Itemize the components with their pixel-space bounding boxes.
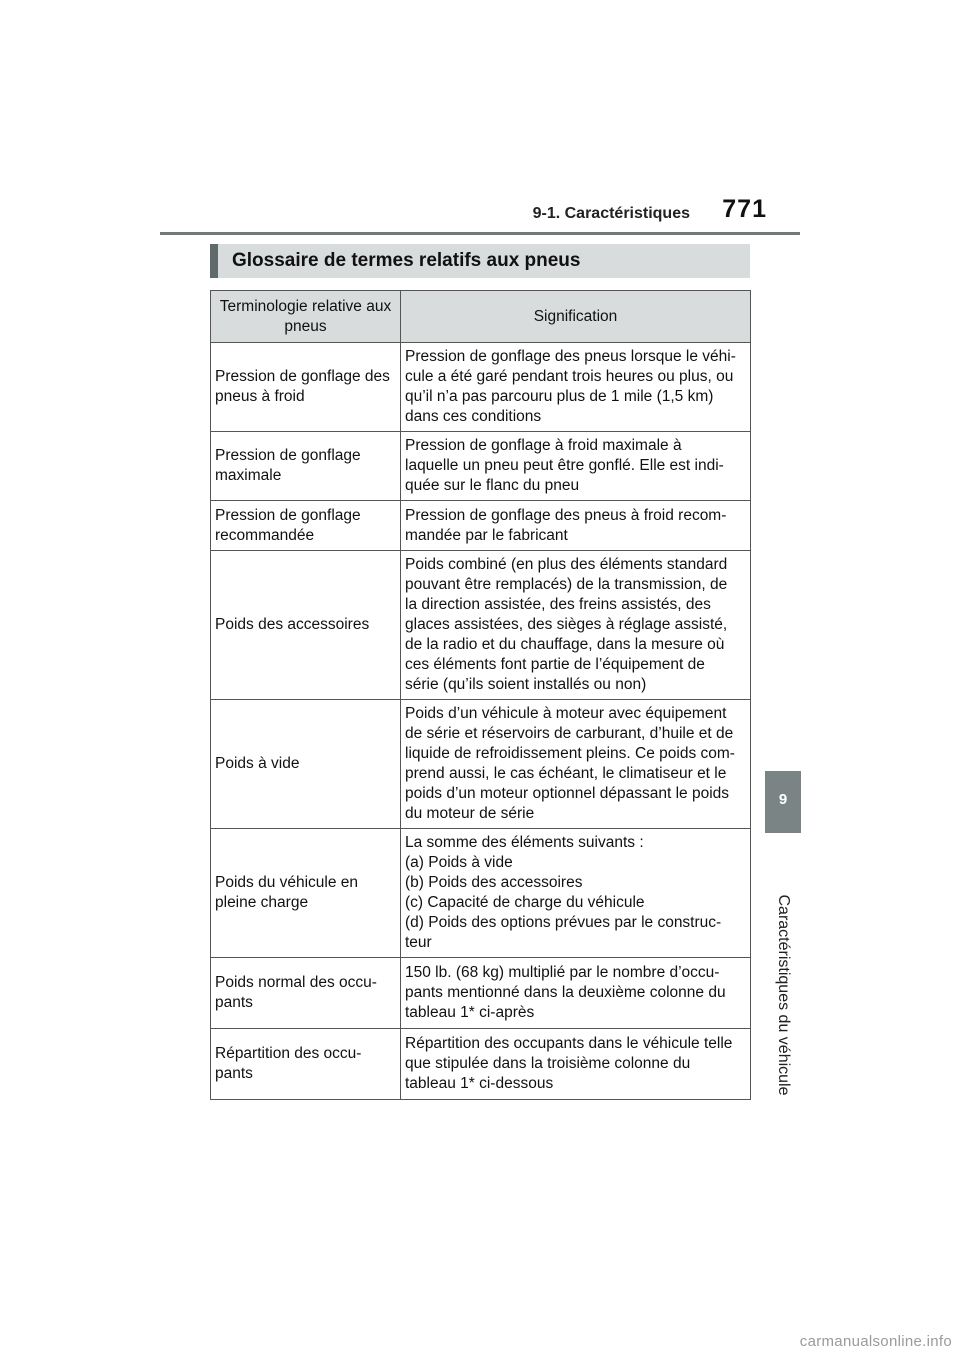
chapter-tab-number: 9 [778, 791, 788, 808]
term-cell: Poids des accessoires [211, 551, 401, 700]
glossary-table [210, 290, 751, 1100]
definition-cell: La somme des éléments suivants : (a) Poids à vide (b) Poids des accessoires (c) Capacité de charge du véhicule (d) Poids des options prévues par le construc- teur [401, 829, 751, 958]
section-title-bar [210, 244, 750, 278]
term-cell: Pression de gonflage des pneus à froid [211, 343, 401, 432]
term-cell: Répartition des occu- pants [211, 1029, 401, 1100]
table-row [211, 432, 751, 501]
chapter-side-label: Caractéristiques du véhicule [775, 894, 792, 1096]
section-header: 9-1. Caractéristiques [532, 205, 690, 222]
term-cell: Pression de gonflage recommandée [211, 501, 401, 551]
column-header-meaning: Signification [401, 291, 751, 343]
term-cell: Poids du véhicule en pleine charge [211, 829, 401, 958]
table-row [211, 343, 751, 432]
page-number: 771 [722, 195, 767, 223]
definition-cell: Pression de gonflage des pneus lorsque le véhi- cule a été garé pendant trois heures ou plus, ou qu’il n’a pas parcouru plus de 1 mile (1,5 km) dans ces conditions [401, 343, 751, 432]
term-cell: Poids à vide [211, 700, 401, 829]
table-row [211, 1029, 751, 1100]
definition-cell: Répartition des occupants dans le véhicule telle que stipulée dans la troisième colonne du tableau 1* ci-dessous [401, 1029, 751, 1100]
watermark: carmanualsonline.info [799, 1333, 952, 1350]
term-cell: Pression de gonflage maximale [211, 432, 401, 501]
table-row [211, 700, 751, 829]
chapter-tab [765, 771, 801, 833]
table-row [211, 501, 751, 551]
definition-cell: 150 lb. (68 kg) multiplié par le nombre d’occu- pants mentionné dans la deuxième colonne du tableau 1* ci-après [401, 958, 751, 1029]
definition-cell: Poids d’un véhicule à moteur avec équipement de série et réservoirs de carburant, d’huile et de liquide de refroidissement pleins. Ce poids com- prend aussi, le cas échéant, le climatiseur et le poids d’un moteur optionnel dépassant le poids du moteur de série [401, 700, 751, 829]
definition-cell: Poids combiné (en plus des éléments standard pouvant être remplacés) de la transmission, de la direction assistée, des freins assistés, des glaces assistées, des sièges à réglage assisté, de la radio et du chauffage, dans la mesure où ces éléments font partie de l’équipement de série (qu’ils soient installés ou non) [401, 551, 751, 700]
section-title: Glossaire de termes relatifs aux pneus [232, 250, 581, 271]
table-row [211, 829, 751, 958]
table-row [211, 958, 751, 1029]
table-row [211, 551, 751, 700]
table-header-row [211, 291, 751, 343]
term-cell: Poids normal des occu- pants [211, 958, 401, 1029]
definition-cell: Pression de gonflage à froid maximale à laquelle un pneu peut être gonflé. Elle est indi- quée sur le flanc du pneu [401, 432, 751, 501]
definition-cell: Pression de gonflage des pneus à froid recom- mandée par le fabricant [401, 501, 751, 551]
header-rule [160, 232, 800, 235]
column-header-term: Terminologie relative aux pneus [211, 291, 401, 343]
